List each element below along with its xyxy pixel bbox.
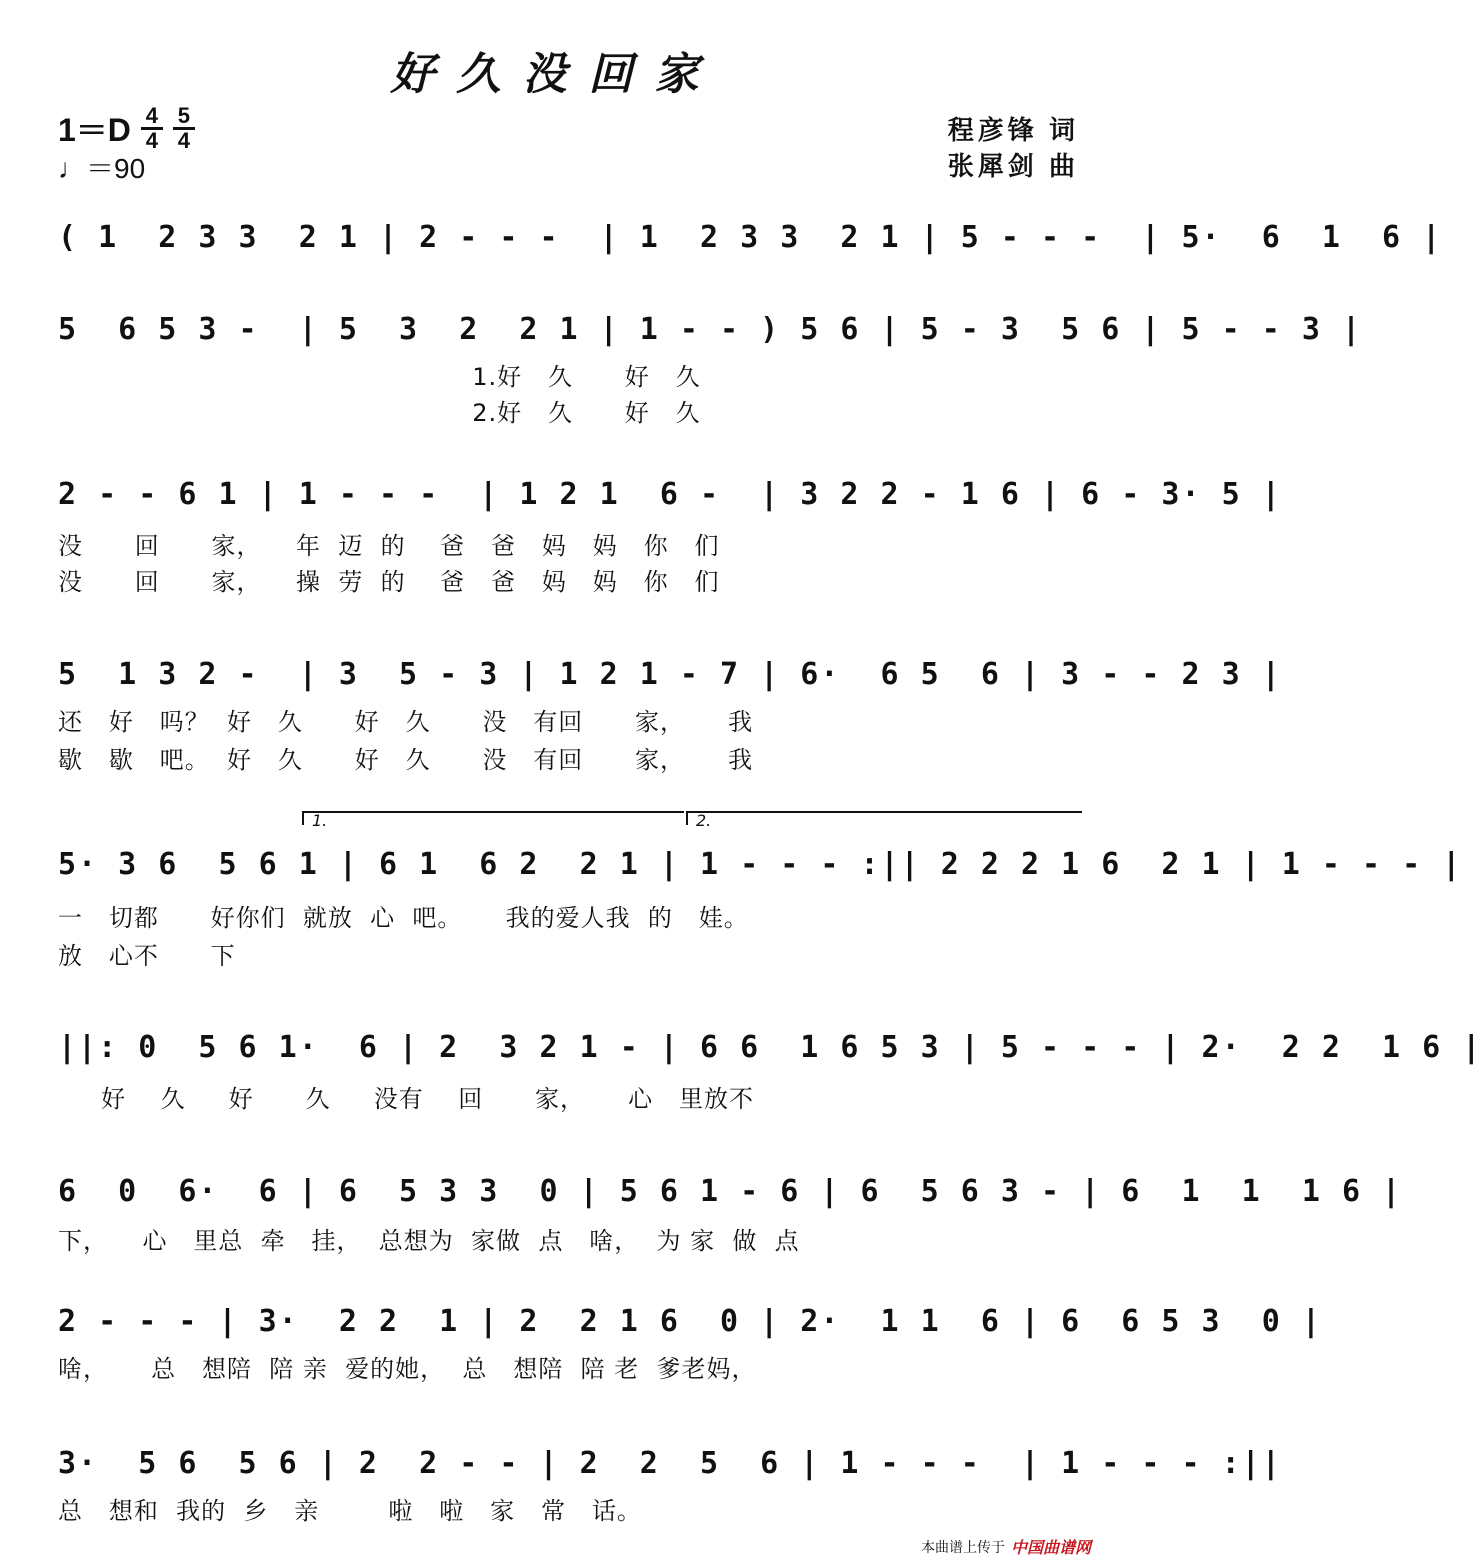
source-footer <box>921 1535 1091 1558</box>
score-system-4 <box>58 655 1282 774</box>
notation-line: 2 - - - | 3· 2 2 1 | 2 2 1 6 0 | 2· 1 1 6 | 6 6 5 3 0 | <box>58 1304 1322 1339</box>
notation-line: ||: 0 5 6 1· 6 | 2 3 2 1 - | 6 6 1 6 5 3 | 5 - - - | 2· 2 2 1 6 | <box>58 1030 1482 1065</box>
credits <box>948 112 1079 184</box>
lyric-line: 下， 心 里总 牵 挂， 总想为 家做 点 啥， 为 家 做 点 <box>58 1227 800 1255</box>
score-system-1 <box>58 218 1443 258</box>
score-system-6 <box>58 1028 1482 1113</box>
key-signature <box>58 102 195 153</box>
volta-first-ending: 1. <box>302 811 684 825</box>
volta-second-ending: 2. <box>686 811 1082 825</box>
notation-line: 6 0 6· 6 | 6 5 3 3 0 | 5 6 1 - 6 | 6 5 6 3 - | 6 1 1 1 6 | <box>58 1174 1403 1209</box>
composer-credit: 张犀剑 曲 <box>947 151 1079 181</box>
song-title: 好久没回家 <box>390 49 721 100</box>
score-system-3 <box>58 475 1282 596</box>
notation-line: 5 6 5 3 - | 5 3 2 2 1 | 1 - - ) 5 6 | 5 - 3 5 6 | 5 - - 3 | <box>58 312 1362 347</box>
score-system-8 <box>58 1302 1322 1383</box>
notation-line: ( 1 2 3 3 2 1 | 2 - - - | 1 2 3 3 2 1 | 5 - - - | 5· 6 1 6 | <box>58 220 1443 255</box>
notation-line: 5· 3 6 5 6 1 | 6 1 6 2 2 1 | 1 - - - :|| 2 2 2 1 6 2 1 | 1 - - - | <box>58 847 1463 882</box>
key-and-tempo <box>58 102 195 187</box>
upload-text: 本曲谱上传于 <box>920 1538 1005 1555</box>
lyric-verse-1: 一 切都 好你们 就放 心 吧。 我的爱人我 的 娃。 <box>58 904 749 932</box>
site-logo[interactable]: 中国曲谱网 <box>1010 1540 1091 1557</box>
lyric-line: 好 久 好 久 没有 回 家， 心 里放不 <box>58 1085 755 1113</box>
lyric-line: 总 想和 我的 乡 亲 啦 啦 家 常 话。 <box>58 1497 642 1525</box>
lyric-line: 啥， 总 想陪 陪 亲 爱的她， 总 想陪 陪 老 爹老妈， <box>58 1355 757 1383</box>
lyric-verse-2: 2.好 久 好 久 <box>58 399 701 427</box>
lyric-verse-1: 还 好 吗？ 好 久 好 久 没 有回 家， 我 <box>58 708 754 736</box>
lyricist-credit: 程彦锋 词 <box>947 115 1079 145</box>
tempo-marking: ♩＝90 <box>58 153 146 184</box>
key-text: 1＝D <box>58 112 131 148</box>
lyric-verse-2: 歇 歇 吧。 好 久 好 久 没 有回 家， 我 <box>58 746 754 774</box>
score-system-5 <box>58 811 1463 970</box>
lyric-verse-1: 没 回 家， 年 迈 的 爸 爸 妈 妈 你 们 <box>58 532 720 560</box>
lyric-verse-2: 放 心不 下 <box>58 942 236 970</box>
time-signature-1: 4 4 <box>141 106 163 151</box>
score-system-2 <box>58 310 1362 427</box>
lyric-verse-1: 1.好 久 好 久 <box>58 363 701 391</box>
notation-line: 3· 5 6 5 6 | 2 2 - - | 2 2 5 6 | 1 - - - | 1 - - - :|| <box>58 1446 1282 1481</box>
score-system-9 <box>58 1444 1282 1525</box>
score-system-7 <box>58 1172 1403 1255</box>
notation-line: 5 1 3 2 - | 3 5 - 3 | 1 2 1 - 7 | 6· 6 5 6 | 3 - - 2 3 | <box>58 657 1282 692</box>
time-signature-2: 5 4 <box>173 106 195 151</box>
lyric-verse-2: 没 回 家， 操 劳 的 爸 爸 妈 妈 你 们 <box>58 568 720 596</box>
notation-line: 2 - - 6 1 | 1 - - - | 1 2 1 6 - | 3 2 2 - 1 6 | 6 - 3· 5 | <box>58 477 1282 512</box>
